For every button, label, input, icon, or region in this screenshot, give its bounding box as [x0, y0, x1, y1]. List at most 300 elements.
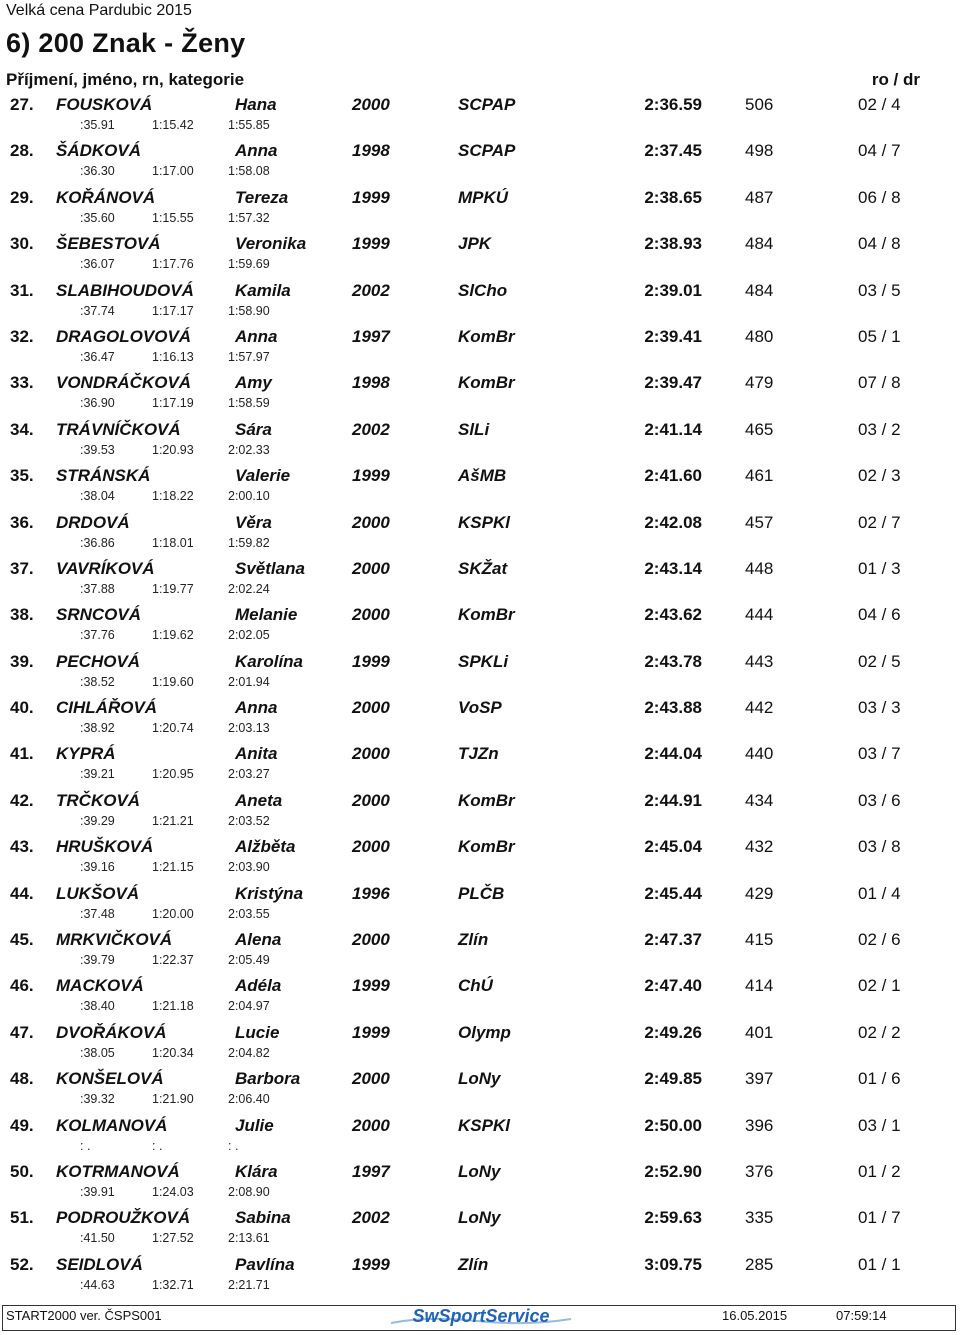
- result-firstname: Aneta: [235, 790, 283, 810]
- split-time: 1:20.34: [152, 1045, 194, 1060]
- result-club: LoNy: [458, 1208, 501, 1228]
- result-year: 1999: [352, 651, 390, 671]
- split-time: :39.16: [80, 860, 115, 875]
- split-time: :37.48: [80, 906, 115, 921]
- split-time: :39.32: [80, 1092, 115, 1107]
- result-year: 1999: [352, 187, 390, 207]
- result-row: [0, 94, 960, 140]
- result-surname: VONDRÁČKOVÁ: [56, 373, 192, 393]
- result-points: 396: [745, 1115, 774, 1135]
- split-time: 1:18.22: [152, 489, 194, 504]
- result-club: SlCho: [458, 280, 508, 300]
- result-row: [0, 790, 960, 836]
- result-year: 1996: [352, 883, 390, 903]
- result-points: 401: [745, 1022, 774, 1042]
- result-rodr: 02 / 2: [858, 1022, 901, 1042]
- result-firstname: Anna: [235, 326, 278, 346]
- split-time: :38.52: [80, 674, 115, 689]
- result-rank: 45.: [10, 930, 34, 950]
- result-club: SCPAP: [458, 95, 516, 114]
- result-club: KSPKl: [458, 512, 510, 532]
- swsportservice-logo: [387, 1304, 575, 1330]
- result-points: 457: [745, 512, 774, 532]
- result-points: 397: [745, 1069, 774, 1089]
- result-firstname: Hana: [235, 95, 277, 114]
- split-time: 2:04.82: [228, 1045, 270, 1060]
- result-rank: 39.: [10, 651, 34, 671]
- result-time: 2:41.60: [644, 466, 702, 486]
- split-time: 2:00.10: [228, 489, 270, 504]
- results-list: [0, 94, 960, 1300]
- result-time: 2:43.14: [644, 558, 702, 578]
- result-rank: 36.: [10, 512, 34, 532]
- split-time: 2:08.90: [228, 1184, 270, 1199]
- result-surname: KYPRÁ: [56, 744, 116, 764]
- split-time: :38.04: [80, 489, 115, 504]
- split-time: 1:20.93: [152, 442, 194, 457]
- result-surname: DVOŘÁKOVÁ: [56, 1022, 167, 1042]
- result-firstname: Adéla: [235, 976, 282, 996]
- result-row: [0, 651, 960, 697]
- result-rank: 30.: [10, 234, 34, 254]
- split-time: :36.07: [80, 257, 115, 272]
- split-time: 1:21.15: [152, 860, 194, 875]
- footer-time: 07:59:14: [836, 1308, 887, 1323]
- footer-software: START2000 ver. ČSPS001: [6, 1308, 162, 1323]
- result-surname: KOLMANOVÁ: [56, 1115, 168, 1135]
- footer-date: 16.05.2015: [722, 1308, 788, 1323]
- result-row: [0, 233, 960, 279]
- split-time: 1:24.03: [152, 1184, 194, 1199]
- result-time: 2:45.04: [644, 837, 702, 857]
- result-rank: 37.: [10, 558, 34, 578]
- result-year: 2002: [352, 1208, 390, 1228]
- split-time: 1:59.69: [228, 257, 270, 272]
- result-surname: SEIDLOVÁ: [56, 1254, 143, 1274]
- result-surname: SRNCOVÁ: [56, 605, 142, 625]
- result-rodr: 06 / 8: [858, 187, 901, 207]
- split-time: 2:04.97: [228, 999, 270, 1014]
- result-time: 2:39.41: [644, 326, 702, 346]
- result-surname: HRUŠKOVÁ: [56, 837, 154, 857]
- result-year: 2000: [352, 605, 390, 625]
- result-year: 2000: [352, 95, 390, 114]
- result-club: KomBr: [458, 790, 515, 810]
- result-club: SlLi: [458, 419, 490, 439]
- result-rodr: 01 / 1: [858, 1254, 901, 1274]
- result-time: 2:49.26: [644, 1022, 702, 1042]
- result-rodr: 01 / 7: [858, 1208, 901, 1228]
- result-surname: MRKVIČKOVÁ: [56, 930, 173, 950]
- result-firstname: Pavlína: [235, 1254, 295, 1274]
- result-year: 2000: [352, 744, 390, 764]
- result-row: [0, 1068, 960, 1114]
- result-club: KomBr: [458, 605, 515, 625]
- result-club: Zlín: [458, 930, 489, 950]
- result-firstname: Valerie: [235, 466, 291, 486]
- result-firstname: Julie: [235, 1115, 274, 1135]
- split-time: 1:57.97: [228, 349, 270, 364]
- result-year: 1999: [352, 234, 390, 254]
- split-time: 1:32.71: [152, 1277, 194, 1292]
- split-time: :39.29: [80, 813, 115, 828]
- result-year: 1998: [352, 373, 390, 393]
- result-club: SKŽat: [458, 558, 508, 578]
- logo-text: SwSportService: [412, 1306, 550, 1326]
- result-firstname: Anna: [235, 141, 278, 161]
- split-time: 2:03.55: [228, 906, 270, 921]
- result-rodr: 04 / 7: [858, 141, 901, 161]
- result-rodr: 03 / 1: [858, 1115, 901, 1135]
- split-time: 1:17.00: [152, 164, 194, 179]
- result-rank: 33.: [10, 373, 34, 393]
- result-firstname: Kristýna: [235, 883, 304, 903]
- result-points: 432: [745, 837, 774, 857]
- result-surname: FOUSKOVÁ: [56, 95, 153, 114]
- result-firstname: Věra: [235, 512, 272, 532]
- result-year: 1999: [352, 466, 390, 486]
- result-time: 2:38.93: [644, 234, 702, 254]
- result-rank: 43.: [10, 837, 34, 857]
- result-surname: KOTRMANOVÁ: [56, 1161, 180, 1181]
- result-surname: ŠEBESTOVÁ: [56, 234, 161, 254]
- result-club: SPKLi: [458, 651, 509, 671]
- split-time: 1:58.08: [228, 164, 270, 179]
- result-rodr: 01 / 4: [858, 883, 901, 903]
- result-rodr: 04 / 6: [858, 605, 901, 625]
- split-time: 2:03.27: [228, 767, 270, 782]
- result-rodr: 02 / 1: [858, 976, 901, 996]
- split-time: 1:22.37: [152, 953, 194, 968]
- result-rank: 41.: [10, 744, 34, 764]
- result-points: 461: [745, 466, 774, 486]
- result-club: TJZn: [458, 744, 499, 764]
- result-rank: 32.: [10, 326, 34, 346]
- split-time: :37.88: [80, 581, 115, 596]
- result-club: ChÚ: [458, 976, 493, 996]
- result-club: KSPKl: [458, 1115, 510, 1135]
- result-rank: 38.: [10, 605, 34, 625]
- result-time: 2:47.37: [644, 930, 702, 950]
- split-time: 2:03.13: [228, 721, 270, 736]
- split-time: :41.50: [80, 1231, 115, 1246]
- result-points: 484: [745, 280, 774, 300]
- result-rank: 31.: [10, 280, 34, 300]
- result-time: 2:49.85: [644, 1069, 702, 1089]
- result-surname: KOŘÁNOVÁ: [56, 187, 156, 207]
- split-time: 1:58.90: [228, 303, 270, 318]
- result-points: 434: [745, 790, 774, 810]
- result-year: 1998: [352, 141, 390, 161]
- result-rank: 47.: [10, 1022, 34, 1042]
- result-points: 335: [745, 1208, 774, 1228]
- result-points: 448: [745, 558, 774, 578]
- split-time: 2:03.90: [228, 860, 270, 875]
- result-row: [0, 280, 960, 326]
- result-rodr: 03 / 5: [858, 280, 901, 300]
- result-time: 2:43.62: [644, 605, 702, 625]
- result-rank: 48.: [10, 1069, 34, 1089]
- result-points: 487: [745, 187, 774, 207]
- result-year: 2000: [352, 698, 390, 718]
- split-time: 1:20.95: [152, 767, 194, 782]
- result-points: 414: [745, 976, 774, 996]
- split-time: :39.21: [80, 767, 115, 782]
- result-time: 2:44.91: [644, 790, 702, 810]
- result-rank: 35.: [10, 466, 34, 486]
- result-row: [0, 419, 960, 465]
- column-header: [6, 70, 920, 92]
- result-row: [0, 558, 960, 604]
- split-time: 1:27.52: [152, 1231, 194, 1246]
- result-year: 2000: [352, 1115, 390, 1135]
- split-time: :36.86: [80, 535, 115, 550]
- split-time: :35.91: [80, 118, 115, 132]
- result-firstname: Lucie: [235, 1022, 280, 1042]
- result-rank: 50.: [10, 1161, 34, 1181]
- result-firstname: Anita: [235, 744, 278, 764]
- result-firstname: Alena: [235, 930, 282, 950]
- result-rank: 51.: [10, 1208, 34, 1228]
- split-time: 1:21.18: [152, 999, 194, 1014]
- split-time: 1:20.74: [152, 721, 194, 736]
- result-year: 2000: [352, 512, 390, 532]
- result-firstname: Sabina: [235, 1208, 291, 1228]
- result-row: [0, 1115, 960, 1161]
- split-time: :38.05: [80, 1045, 115, 1060]
- result-surname: DRAGOLOVOVÁ: [56, 326, 192, 346]
- split-time: 1:19.77: [152, 581, 194, 596]
- result-year: 2000: [352, 930, 390, 950]
- result-rank: 40.: [10, 698, 34, 718]
- result-row: [0, 1161, 960, 1207]
- split-time: 1:15.42: [152, 118, 194, 132]
- result-row: [0, 326, 960, 372]
- split-time: 2:03.52: [228, 813, 270, 828]
- split-time: :39.91: [80, 1184, 115, 1199]
- result-time: 2:42.08: [644, 512, 702, 532]
- page-footer: [0, 1303, 960, 1335]
- result-rodr: 03 / 6: [858, 790, 901, 810]
- result-rodr: 02 / 6: [858, 930, 901, 950]
- result-firstname: Karolína: [235, 651, 304, 671]
- result-firstname: Amy: [235, 373, 272, 393]
- result-club: KomBr: [458, 326, 515, 346]
- result-rank: 44.: [10, 883, 34, 903]
- result-firstname: Sára: [235, 419, 272, 439]
- result-rank: 46.: [10, 976, 34, 996]
- result-time: 2:39.47: [644, 373, 702, 393]
- result-points: 442: [745, 698, 774, 718]
- result-points: 443: [745, 651, 774, 671]
- result-surname: PECHOVÁ: [56, 651, 141, 671]
- split-time: 1:16.13: [152, 349, 194, 364]
- split-time: 1:17.76: [152, 257, 194, 272]
- result-year: 2002: [352, 280, 390, 300]
- result-rodr: 03 / 7: [858, 744, 901, 764]
- result-rodr: 02 / 7: [858, 512, 901, 532]
- result-club: PLČB: [458, 883, 505, 903]
- result-time: 2:43.88: [644, 698, 702, 718]
- result-row: [0, 512, 960, 558]
- result-rodr: 02 / 5: [858, 651, 901, 671]
- result-surname: PODROUŽKOVÁ: [56, 1208, 191, 1228]
- result-year: 1999: [352, 1022, 390, 1042]
- split-time: 1:17.17: [152, 303, 194, 318]
- result-club: LoNy: [458, 1069, 501, 1089]
- result-row: [0, 1207, 960, 1253]
- result-rank: 28.: [10, 141, 34, 161]
- result-year: 1999: [352, 976, 390, 996]
- result-club: LoNy: [458, 1161, 501, 1181]
- result-row: [0, 465, 960, 511]
- result-time: 3:09.75: [644, 1254, 702, 1274]
- result-surname: DRDOVÁ: [56, 512, 130, 532]
- result-time: 2:59.63: [644, 1208, 702, 1228]
- result-time: 2:47.40: [644, 976, 702, 996]
- split-time: :39.53: [80, 442, 115, 457]
- result-year: 2000: [352, 837, 390, 857]
- split-time: :38.92: [80, 721, 115, 736]
- event-title: Velká cena Pardubic 2015: [6, 2, 192, 19]
- result-club: JPK: [458, 234, 492, 254]
- result-time: 2:38.65: [644, 187, 702, 207]
- result-year: 2000: [352, 558, 390, 578]
- result-points: 376: [745, 1161, 774, 1181]
- result-rank: 49.: [10, 1115, 34, 1135]
- result-rodr: 03 / 8: [858, 837, 901, 857]
- result-rodr: 02 / 4: [858, 95, 901, 114]
- split-time: 1:59.82: [228, 535, 270, 550]
- split-time: :37.74: [80, 303, 115, 318]
- result-rodr: 02 / 3: [858, 466, 901, 486]
- result-rodr: 01 / 2: [858, 1161, 901, 1181]
- result-year: 1997: [352, 1161, 390, 1181]
- result-club: KomBr: [458, 373, 515, 393]
- split-time: 2:02.05: [228, 628, 270, 643]
- result-time: 2:43.78: [644, 651, 702, 671]
- split-time: 2:21.71: [228, 1277, 270, 1292]
- result-surname: TRÁVNÍČKOVÁ: [56, 419, 181, 439]
- result-surname: STRÁNSKÁ: [56, 466, 151, 486]
- result-club: VoSP: [458, 698, 502, 718]
- result-time: 2:37.45: [644, 141, 702, 161]
- split-time: 2:01.94: [228, 674, 270, 689]
- result-firstname: Barbora: [235, 1069, 301, 1089]
- result-points: 506: [745, 95, 774, 114]
- result-surname: SLABIHOUDOVÁ: [56, 280, 194, 300]
- result-row: [0, 372, 960, 418]
- result-points: 285: [745, 1254, 774, 1274]
- split-time: :36.30: [80, 164, 115, 179]
- result-points: 498: [745, 141, 774, 161]
- race-title: 6) 200 Znak - Ženy: [6, 28, 246, 58]
- split-time: 2:02.33: [228, 442, 270, 457]
- result-firstname: Veronika: [235, 234, 307, 254]
- result-points: 465: [745, 419, 774, 439]
- result-firstname: Světlana: [235, 558, 305, 578]
- result-points: 484: [745, 234, 774, 254]
- result-club: AšMB: [458, 466, 507, 486]
- result-time: 2:36.59: [644, 95, 702, 114]
- result-rodr: 01 / 6: [858, 1069, 901, 1089]
- split-time: 1:18.01: [152, 535, 194, 550]
- result-time: 2:39.01: [644, 280, 702, 300]
- split-time: :44.63: [80, 1277, 115, 1292]
- result-surname: KONŠELOVÁ: [56, 1069, 164, 1089]
- result-rank: 42.: [10, 790, 34, 810]
- result-surname: VAVRÍKOVÁ: [56, 558, 155, 578]
- result-rank: 34.: [10, 419, 34, 439]
- split-time: :36.47: [80, 349, 115, 364]
- result-time: 2:52.90: [644, 1161, 702, 1181]
- split-time: :38.40: [80, 999, 115, 1014]
- result-row: [0, 975, 960, 1021]
- result-row: [0, 929, 960, 975]
- result-surname: CIHLÁŘOVÁ: [56, 698, 158, 718]
- result-year: 2002: [352, 419, 390, 439]
- split-time: 2:06.40: [228, 1092, 270, 1107]
- result-row: [0, 1254, 960, 1300]
- result-firstname: Melanie: [235, 605, 298, 625]
- split-time: 2:13.61: [228, 1231, 270, 1246]
- result-row: [0, 604, 960, 650]
- column-header-name: Příjmení, jméno, rn, kategorie: [6, 70, 245, 89]
- result-year: 1997: [352, 326, 390, 346]
- result-rodr: 01 / 3: [858, 558, 901, 578]
- result-time: 2:41.14: [644, 419, 702, 439]
- split-time: 1:21.90: [152, 1092, 194, 1107]
- result-firstname: Tereza: [235, 187, 289, 207]
- result-row: [0, 836, 960, 882]
- split-time: 1:15.55: [152, 210, 194, 225]
- result-row: [0, 743, 960, 789]
- result-row: [0, 883, 960, 929]
- result-row: [0, 187, 960, 233]
- result-year: 2000: [352, 1069, 390, 1089]
- result-time: 2:44.04: [644, 744, 702, 764]
- split-time: 1:17.19: [152, 396, 194, 411]
- result-points: 444: [745, 605, 774, 625]
- result-club: KomBr: [458, 837, 515, 857]
- split-time: : .: [152, 1138, 163, 1153]
- result-rank: 29.: [10, 187, 34, 207]
- split-time: 1:58.59: [228, 396, 270, 411]
- split-time: 1:21.21: [152, 813, 194, 828]
- result-points: 480: [745, 326, 774, 346]
- result-rodr: 04 / 8: [858, 234, 901, 254]
- result-row: [0, 140, 960, 186]
- split-time: 1:57.32: [228, 210, 270, 225]
- result-firstname: Klára: [235, 1161, 278, 1181]
- split-time: 2:05.49: [228, 953, 270, 968]
- split-time: : .: [228, 1138, 239, 1153]
- result-club: MPKÚ: [458, 187, 509, 207]
- split-time: 1:55.85: [228, 118, 270, 132]
- result-points: 429: [745, 883, 774, 903]
- result-surname: LUKŠOVÁ: [56, 883, 140, 903]
- result-firstname: Anna: [235, 698, 278, 718]
- result-points: 415: [745, 930, 774, 950]
- result-rodr: 03 / 3: [858, 698, 901, 718]
- split-time: :36.90: [80, 396, 115, 411]
- result-club: SCPAP: [458, 141, 516, 161]
- result-rodr: 05 / 1: [858, 326, 901, 346]
- result-points: 479: [745, 373, 774, 393]
- result-firstname: Kamila: [235, 280, 291, 300]
- result-year: 2000: [352, 790, 390, 810]
- split-time: :39.79: [80, 953, 115, 968]
